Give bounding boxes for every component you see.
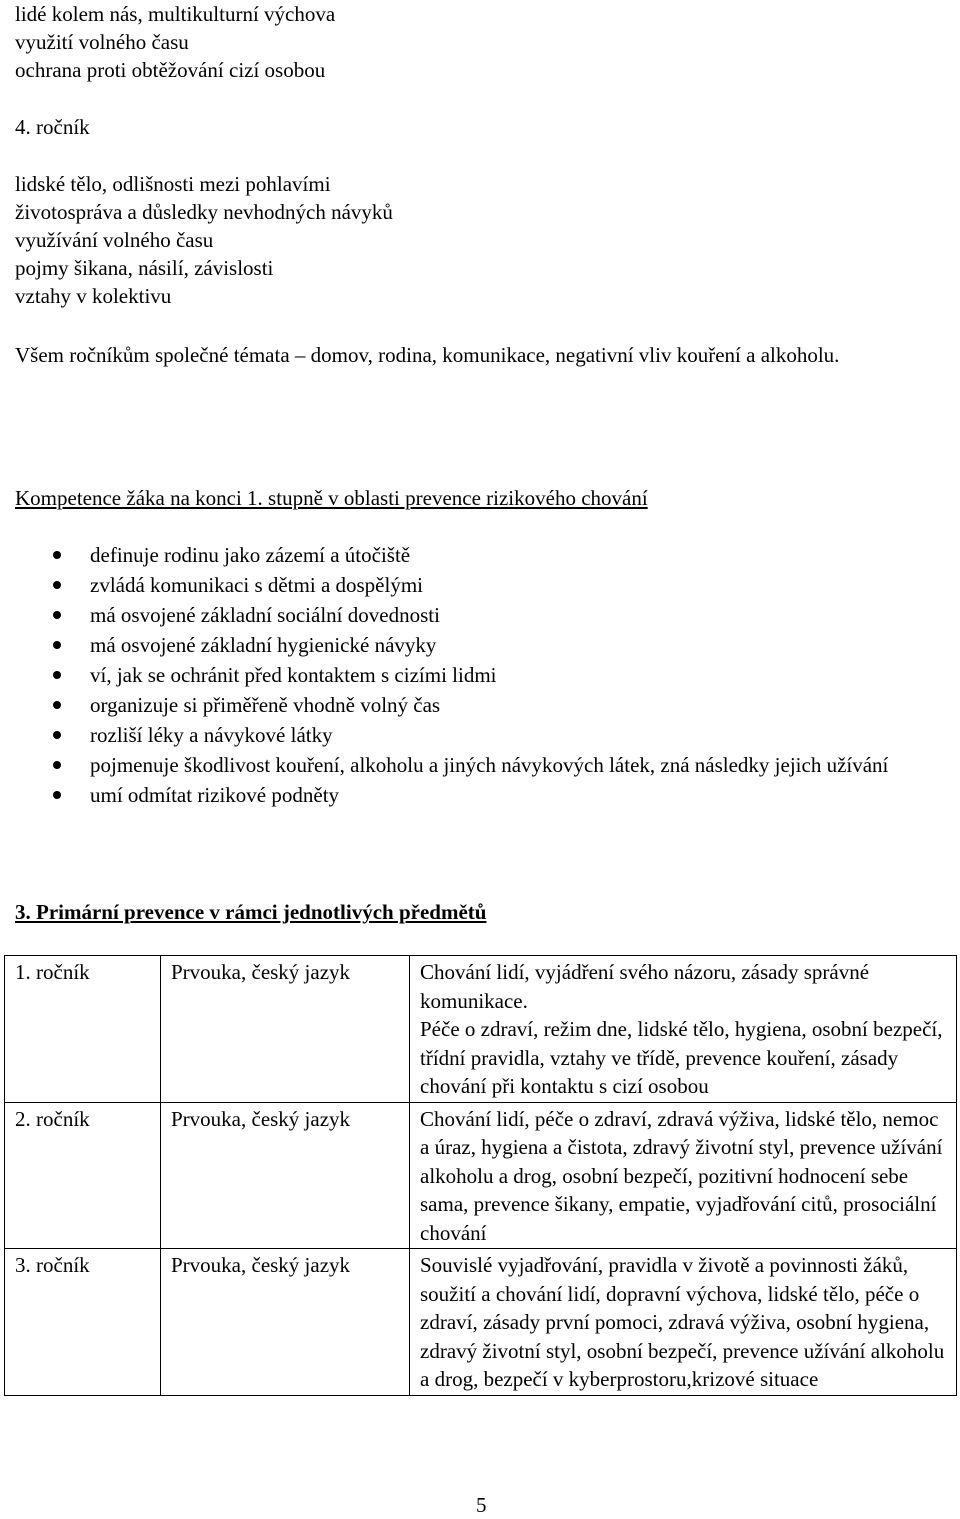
intro-line: lidé kolem nás, multikulturní výchova [15, 2, 336, 26]
list-item [0, 720, 953, 750]
bullet-icon [53, 791, 61, 799]
grade-cell: 3. ročník [5, 1249, 161, 1396]
topics-text: Chování lidí, péče o zdraví, zdravá výživa, lidské tělo, nemoc a úraz, hygiena a čistota, zdravý životní styl, prevence užívání alkoholu a drog, osobní bezpečí, pozitivní hodnocení sebe sama, prevence šikany, empatie, vyjadřování citů, prosociální chování [420, 1106, 943, 1245]
table-row [5, 1249, 957, 1396]
list-item [0, 780, 953, 810]
grade-4-item: využívání volného času [15, 228, 214, 252]
list-item-text: má osvojené základní sociální dovednosti [90, 603, 440, 627]
table-row [5, 956, 957, 1103]
bullet-icon [53, 551, 61, 559]
topics-cell [410, 1249, 957, 1396]
list-item [0, 570, 953, 600]
grade-cell: 2. ročník [5, 1102, 161, 1249]
list-item-text: rozliší léky a návykové látky [90, 723, 333, 747]
topics-text: Souvislé vyjadřování, pravidla v životě a povinnosti žáků, soužití a chování lidí, dopravní výchova, lidské tělo, péče o zdraví, zásady první pomoci, zdravá výživa, osobní hygiena, zdravý životní styl, osobní bezpečí, prevence užívání alkoholu a drog, bezpečí v kyberprostoru,krizové situace [420, 1253, 945, 1391]
intro-line: ochrana proti obtěžování cizí osobou [15, 58, 326, 82]
bullet-icon [53, 611, 61, 619]
grade-4-item: lidské tělo, odlišnosti mezi pohlavími [15, 172, 331, 196]
list-item-text: umí odmítat rizikové podněty [90, 783, 340, 807]
list-item [0, 690, 953, 720]
list-item-text: organizuje si přiměřeně vhodně volný čas [90, 693, 441, 717]
bullet-icon [53, 641, 61, 649]
subjects-cell: Prvouka, český jazyk [161, 1249, 410, 1396]
grade-4-item: vztahy v kolektivu [15, 284, 172, 308]
topics-cell [410, 1102, 957, 1249]
bullet-icon [53, 701, 61, 709]
list-item-text: má osvojené základní hygienické návyky [90, 633, 437, 657]
subjects-cell: Prvouka, český jazyk [161, 1102, 410, 1249]
list-item-text: pojmenuje škodlivost kouření, alkoholu a jiných návykových látek, zná následky jejich užívání [90, 753, 889, 777]
subjects-cell: Prvouka, český jazyk [161, 956, 410, 1103]
list-item-text: ví, jak se ochránit před kontaktem s cizími lidmi [90, 663, 497, 687]
bullet-icon [53, 671, 61, 679]
page-number: 5 [476, 1493, 487, 1517]
topics-text: Péče o zdraví, režim dne, lidské tělo, hygiena, osobní bezpečí, třídní pravidla, vztahy ve třídě, prevence kouření, zásady chování při kontaktu s cizí osobou [420, 1017, 943, 1098]
list-item [0, 630, 953, 660]
bullet-icon [53, 761, 61, 769]
list-item [0, 540, 953, 570]
table-row [5, 1102, 957, 1249]
bullet-icon [53, 581, 61, 589]
grade-cell: 1. ročník [5, 956, 161, 1103]
competence-list [0, 540, 953, 810]
grade-4-heading: 4. ročník [15, 115, 90, 139]
list-item-text: definuje rodinu jako zázemí a útočiště [90, 543, 411, 567]
intro-line: využití volného času [15, 30, 189, 54]
list-item [0, 600, 953, 630]
competence-heading: Kompetence žáka na konci 1. stupně v oblasti prevence rizikového chování [15, 486, 648, 510]
section-3-heading: 3. Primární prevence v rámci jednotlivých předmětů [15, 900, 487, 924]
list-item [0, 660, 953, 690]
grade-4-item: životospráva a důsledky nevhodných návyků [15, 200, 393, 224]
prevention-table [4, 955, 957, 1396]
list-item-text: zvládá komunikaci s dětmi a dospělými [90, 573, 424, 597]
topics-cell [410, 956, 957, 1103]
bullet-icon [53, 731, 61, 739]
list-item [0, 750, 953, 780]
topics-text: Chování lidí, vyjádření svého názoru, zásady správné komunikace. [420, 960, 870, 1013]
common-topics-paragraph: Všem ročníkům společné témata – domov, rodina, komunikace, negativní vliv kouření a alkoholu. [15, 343, 840, 367]
grade-4-item: pojmy šikana, násilí, závislosti [15, 256, 274, 280]
